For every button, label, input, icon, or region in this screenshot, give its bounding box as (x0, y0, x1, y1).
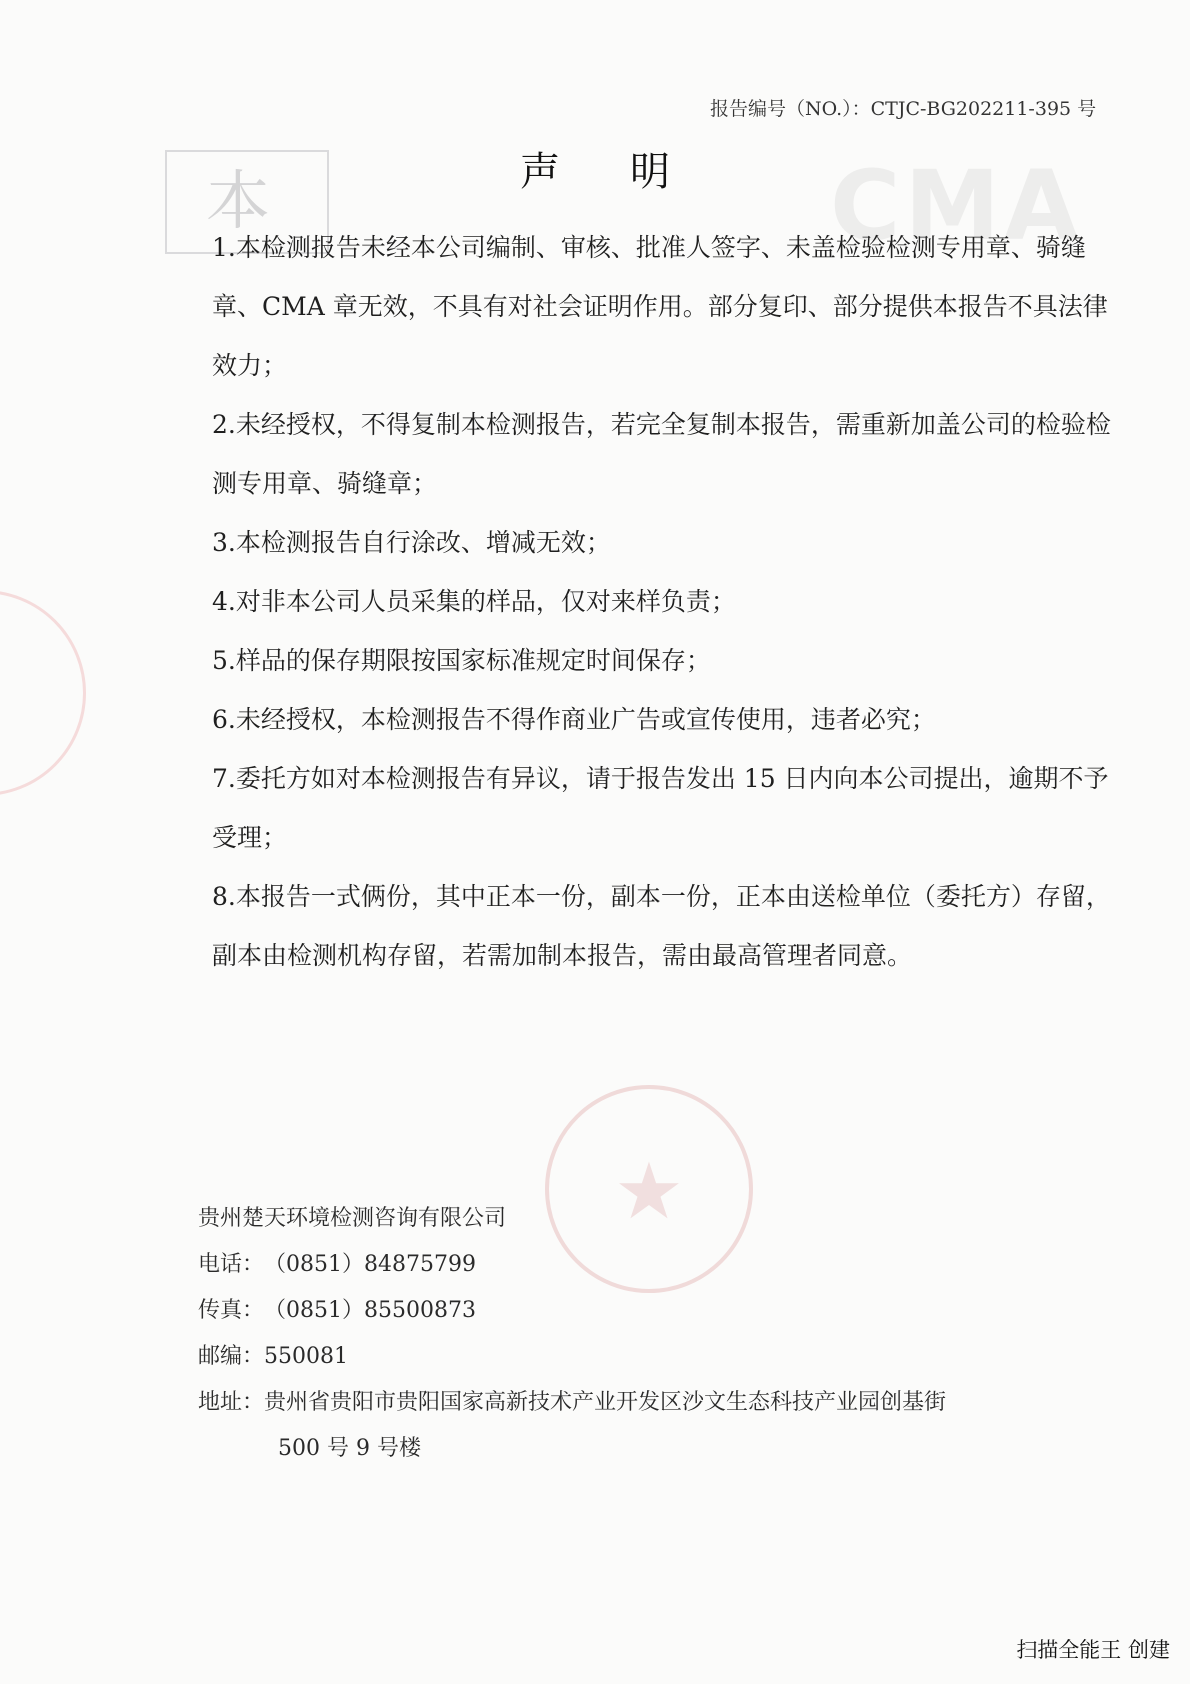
postcode-row (198, 1334, 1098, 1380)
statement-item-5: 5.样品的保存期限按国家标准规定时间保存； (212, 646, 711, 675)
report-number: 报告编号（NO.）：CTJC-BG202211-395 号 (710, 98, 1097, 120)
page-title: 声明 (520, 149, 740, 195)
scanner-watermark-text: 扫描全能王 创建 (1016, 1638, 1170, 1662)
statement-item-6: 6.未经授权，本检测报告不得作商业广告或宣传使用，违者必究； (212, 705, 936, 734)
phone-value: （0851）84875799 (264, 1252, 476, 1277)
statement-item-1: 1.本检测报告未经本公司编制、审核、批准人签字、未盖检验检测专用章、骑缝章、CMA 章无效，不具有对社会证明作用。部分复印、部分提供本报告不具法律效力； (212, 233, 1108, 380)
phone-row (198, 1242, 1098, 1288)
address-line-2: 500 号 9 号楼 (278, 1436, 421, 1461)
address-label: 地址： (198, 1390, 265, 1415)
statement-item-4: 4.对非本公司人员采集的样品，仅对来样负责； (212, 587, 736, 616)
seal-stamp-box: 本 (165, 150, 329, 254)
postcode-label: 邮编： (198, 1344, 265, 1369)
seal-stamp-left (0, 590, 86, 796)
postcode-value: 550081 (264, 1344, 348, 1369)
fax-row (198, 1288, 1098, 1334)
statement-item-7: 7.委托方如对本检测报告有异议，请于报告发出 15 日内向本公司提出，逾期不予受理； (212, 764, 1109, 852)
statement-item-2: 2.未经授权，不得复制本检测报告，若完全复制本报告，需重新加盖公司的检验检测专用章、骑缝章； (212, 410, 1111, 498)
address-row (198, 1380, 1098, 1426)
phone-label: 电话： (198, 1252, 265, 1277)
address-line-1: 贵州省贵阳市贵阳国家高新技术产业开发区沙文生态科技产业园创基街 (264, 1390, 947, 1415)
star-icon: ★ (614, 1147, 684, 1237)
statement-item-8: 8.本报告一式俩份，其中正本一份，副本一份，正本由送检单位（委托方）存留，副本由检测机构存留，若需加制本报告，需由最高管理者同意。 (212, 882, 1111, 970)
cma-watermark: CMA (830, 150, 1083, 262)
company-name: 贵州楚天环境检测咨询有限公司 (198, 1206, 507, 1231)
fax-label: 传真： (198, 1298, 265, 1323)
statement-item-3: 3.本检测报告自行涂改、增减无效； (212, 528, 611, 557)
company-info (198, 1196, 1098, 1472)
statement-list (212, 218, 1112, 985)
fax-value: （0851）85500873 (264, 1298, 476, 1323)
